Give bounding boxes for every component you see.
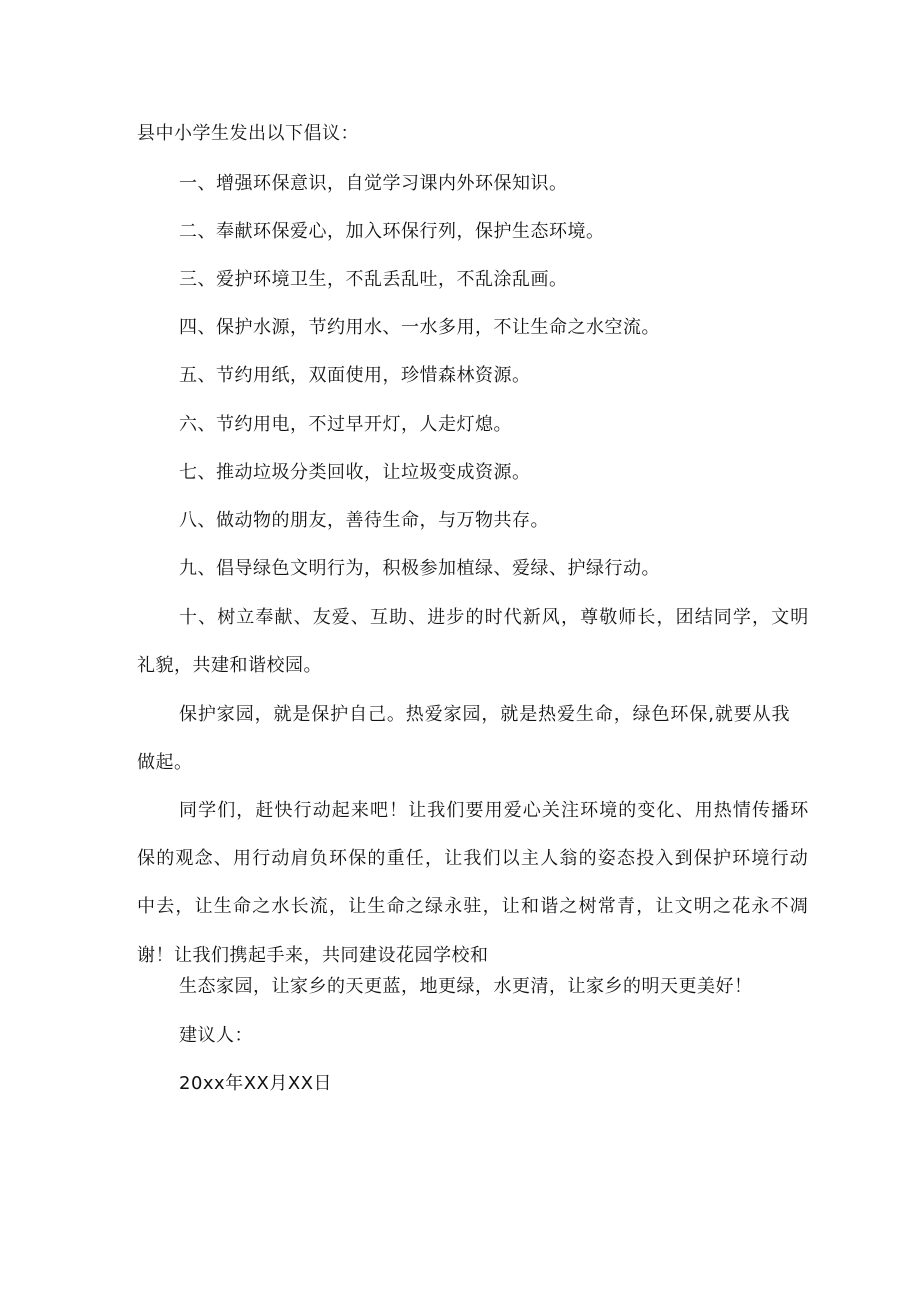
proposal-item-8: 八、做动物的朋友，善待生命，与万物共存。 bbox=[179, 510, 549, 531]
proposal-item-2: 二、奉献环保爱心，加入环保行列，保护生态环境。 bbox=[179, 221, 605, 242]
intro-line: 县中小学生发出以下倡议： bbox=[137, 123, 359, 144]
paragraph-line: 谢！让我们携起手来，共同建设花园学校和 bbox=[137, 945, 489, 966]
proposal-item-4: 四、保护水源，节约用水、一水多用，不让生命之水空流。 bbox=[179, 317, 660, 338]
proposal-item-10: 十、树立奉献、友爱、互助、进步的时代新风，尊敬师长，团结同学，文明 bbox=[179, 607, 810, 628]
signatory-label: 建议人： bbox=[179, 1025, 253, 1046]
proposal-item-1: 一、增强环保意识，自觉学习课内外环保知识。 bbox=[179, 173, 568, 194]
proposal-item-9: 九、倡导绿色文明行为，积极参加植绿、爱绿、护绿行动。 bbox=[179, 558, 660, 579]
proposal-item-3: 三、爱护环境卫生，不乱丢乱吐，不乱涂乱画。 bbox=[179, 269, 568, 290]
paragraph-line: 同学们，赶快行动起来吧！让我们要用爱心关注环境的变化、用热情传播环 bbox=[179, 800, 810, 821]
proposal-item-10-cont: 礼貌，共建和谐校园。 bbox=[137, 655, 322, 676]
paragraph-line: 保护家园，就是保护自己。热爱家园，就是热爱生命，绿色环保,就要从我 bbox=[179, 704, 791, 725]
document-date: 20xx年XX月XX日 bbox=[179, 1073, 333, 1094]
paragraph-line: 做起。 bbox=[137, 752, 193, 773]
paragraph-line: 保的观念、用行动肩负环保的重任，让我们以主人翁的姿态投入到保护环境行动 bbox=[137, 848, 809, 869]
paragraph-line: 中去，让生命之水长流，让生命之绿永驻，让和谐之树常青，让文明之花永不凋 bbox=[137, 896, 809, 917]
paragraph-line: 生态家园，让家乡的天更蓝，地更绿，水更清，让家乡的明天更美好！ bbox=[179, 976, 753, 997]
proposal-item-6: 六、节约用电，不过早开灯，人走灯熄。 bbox=[179, 414, 512, 435]
proposal-item-7: 七、推动垃圾分类回收，让垃圾变成资源。 bbox=[179, 462, 531, 483]
proposal-item-5: 五、节约用纸，双面使用，珍惜森林资源。 bbox=[179, 365, 531, 386]
